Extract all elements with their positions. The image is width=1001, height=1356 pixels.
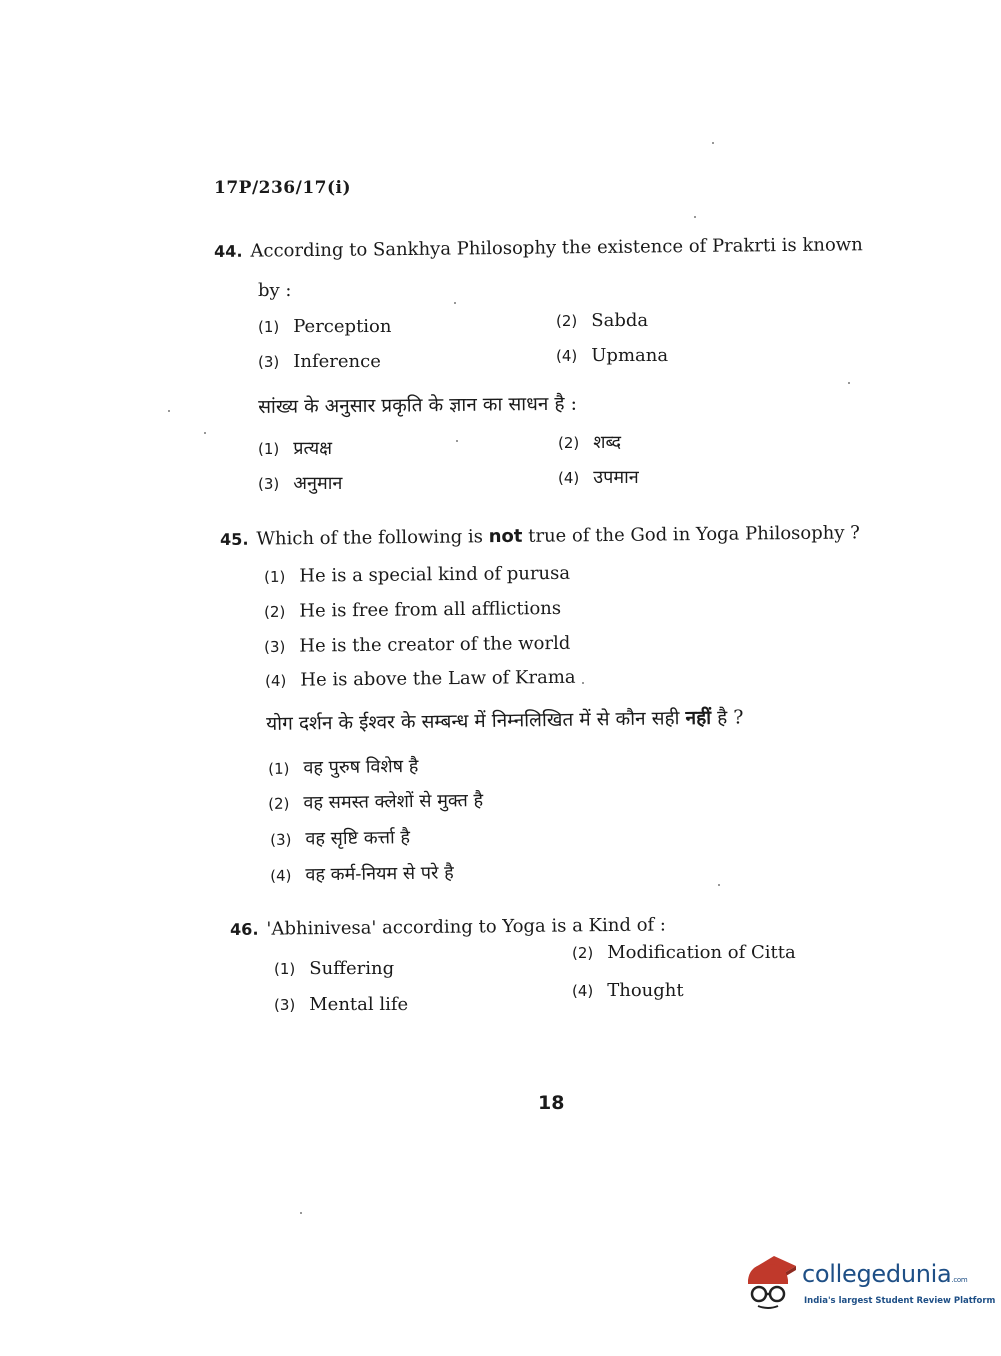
collegedunia-watermark [740,1250,996,1320]
option-1: (1) He is a special kind of purusa [264,562,571,587]
scan-speck [204,432,206,434]
scan-speck [848,382,850,384]
option-2: (2) Modification of Citta [572,942,796,963]
option-3-hindi: (3) अनुमान [258,473,343,494]
question-text: According to Sankhya Philosophy the existence of Prakrti is known [250,234,863,262]
option-2-hindi: (2) वह समस्त क्लेशों से मुक्त है [268,789,484,814]
scan-speck [456,440,458,442]
question-45: 45. Which of the following is not true of the God in Yoga Philosophy ? [220,522,860,550]
scan-speck [712,142,714,144]
question-number: 45. [220,529,249,549]
option-4: (4) He is above the Law of Krama [265,666,576,691]
question-text-hindi: सांख्य के अनुसार प्रकृति के ज्ञान का साधन है : [258,392,578,418]
option-3-hindi: (3) वह सृष्टि कर्त्ता है [270,827,411,850]
emphasis-nahi: नहीं [685,706,712,730]
question-number: 46. [230,919,259,939]
scan-speck [300,1212,302,1214]
question-text-continued: by : [258,280,292,301]
option-1-hindi: (1) वह पुरुष विशेष है [268,755,419,779]
question-text-hindi: योग दर्शन के ईश्वर के सम्बन्ध में निम्नलिखित में से कौन सही नहीं है ? [266,706,744,735]
brand-tagline: India's largest Student Review Platform [804,1296,996,1306]
option-1-hindi: (1) प्रत्यक्ष [258,438,333,459]
option-2: (2) Sabda [556,310,649,331]
option-4-hindi: (4) वह कर्म-नियम से परे है [270,862,454,886]
option-2: (2) He is free from all afflictions [264,597,562,622]
option-3: (3) Inference [258,351,381,372]
brand-name: collegedunia.com [802,1260,968,1288]
option-1: (1) Suffering [274,958,395,979]
scan-speck [718,884,720,886]
scan-speck [168,410,170,412]
question-46: 46. 'Abhinivesa' according to Yoga is a Kind of : [230,914,667,940]
option-4: (4) Thought [572,980,684,1001]
emphasis-not: not [488,525,523,548]
option-4-hindi: (4) उपमान [558,467,639,488]
option-3: (3) He is the creator of the world [264,632,571,657]
scan-speck [454,302,456,304]
question-44 [214,233,863,263]
paper-code: 17P/236/17(i) [214,178,352,198]
option-3: (3) Mental life [274,994,409,1015]
option-2-hindi: (2) शब्द [558,432,622,453]
option-1: (1) Perception [258,316,392,337]
option-4: (4) Upmana [556,345,669,366]
page-number: 18 [538,1092,565,1114]
question-number: 44. [214,241,243,261]
mascot-logo-icon [740,1250,802,1312]
scan-speck [694,216,696,218]
scan-speck [582,682,584,684]
